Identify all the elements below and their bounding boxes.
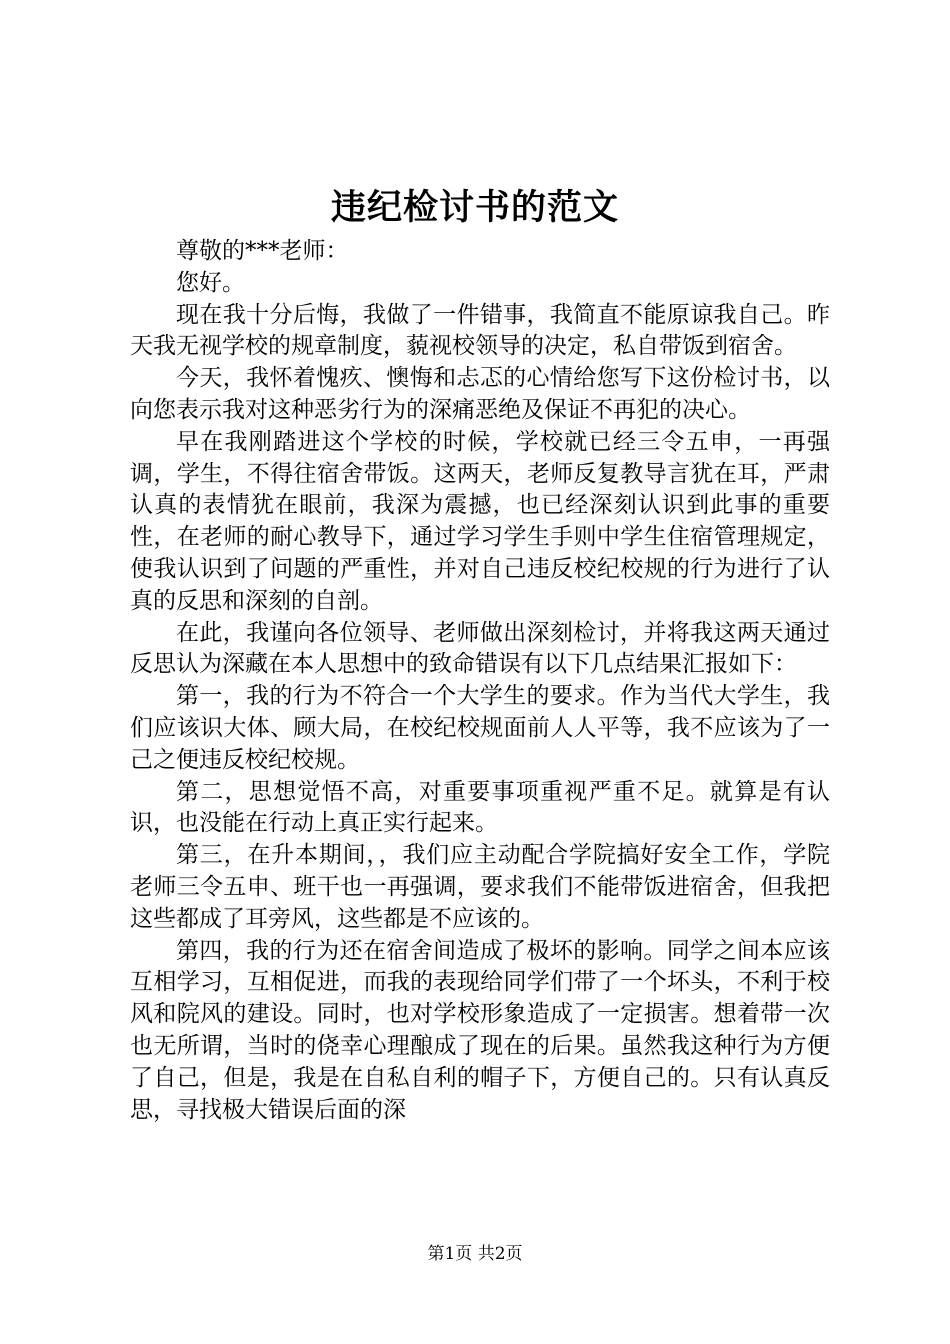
paragraph: 第三，在升本期间，，我们应主动配合学院搞好安全工作，学院老师三令五申、班干也一再强调，要求我们不能带饭进宿舍，但我把这些都成了耳旁风，这些都是不应该的。 [130,842,830,932]
paragraph: 第二，思想觉悟不高，对重要事项重视严重不足。就算是有认识，也没能在行动上真正实行起来。 [130,778,830,837]
paragraph: 第四，我的行为还在宿舍间造成了极坏的影响。同学之间本应该互相学习，互相促进，而我的表现给同学们带了一个坏头，不利于校风和院风的建设。同时，也对学校形象造成了一定损害。想着带一次也无所谓，当时的侥幸心理酿成了现在的后果。虽然我这种行为方便了自己，但是，我是在自私自利的帽子下，方便自己的。只有认真反思，寻找极大错误后面的深 [130,937,830,1123]
salutation: 尊敬的***老师： [176,238,349,264]
document-title: 违纪检讨书的范文 [330,187,619,228]
page-footer: 第1页 共2页 [427,1244,523,1264]
paragraph: 第一，我的行为不符合一个大学生的要求。作为当代大学生，我们应该识大体、顾大局，在校纪校规面前人人平等，我不应该为了一己之便违反校纪校规。 [130,683,830,773]
document-body [130,236,830,1126]
paragraph: 在此，我谨向各位领导、老师做出深刻检讨，并将我这两天通过反思认为深藏在本人思想中的致命错误有以下几点结果汇报如下： [130,619,830,678]
paragraph: 早在我刚踏进这个学校的时候，学校就已经三令五申，一再强调，学生，不得往宿舍带饭。这两天，老师反复教导言犹在耳，严肃认真的表情犹在眼前，我深为震撼，也已经深刻认识到此事的重要性，在老师的耐心教导下，通过学习学生手则中学生住宿管理规定，使我认识到了问题的严重性，并对自己违反校纪校规的行为进行了认真的反思和深刻的自剖。 [130,428,830,614]
paragraph: 今天，我怀着愧疚、懊悔和忐忑的心情给您写下这份检讨书，以向您表示我对这种恶劣行为的深痛恶绝及保证不再犯的决心。 [130,365,830,423]
greeting: 您好。 [176,269,245,296]
paragraph: 现在我十分后悔，我做了一件错事，我简直不能原谅我自己。昨天我无视学校的规章制度，藐视校领导的决定，私自带饭到宿舍。 [130,301,830,360]
